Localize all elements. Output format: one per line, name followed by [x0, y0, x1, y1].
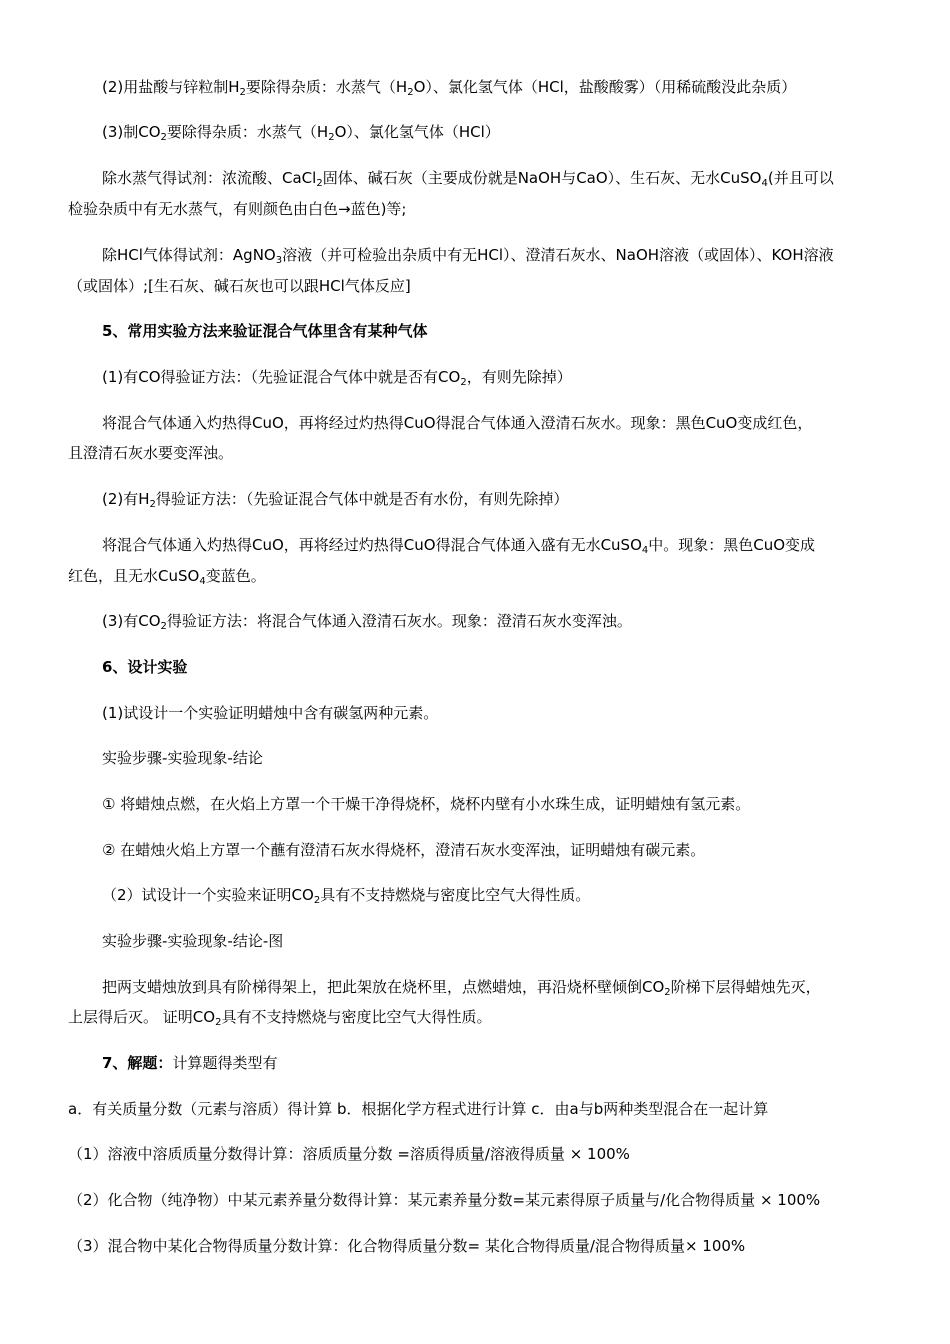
subscript: 4 — [199, 576, 206, 587]
paragraph-water-reagents — [102, 168, 834, 188]
text: 阶梯下层得蜡烛先灭， — [670, 978, 821, 996]
text: (3)有CO — [102, 612, 161, 630]
text: 红色，且无水CuSO — [68, 567, 200, 585]
subscript: 2 — [313, 895, 321, 906]
paragraph-h2-method — [102, 489, 568, 509]
paragraph-h2-desc — [102, 535, 815, 555]
paragraph-element-fraction: （2）化合物（纯净物）中某元素养量分数得计算：某元素养量分数=某元素得原子质量与/化合物得质量 × 100% — [68, 1191, 821, 1209]
paragraph-co2-method — [102, 611, 632, 631]
text: ，有则先除掉） — [466, 368, 572, 386]
paragraph-mixture-fraction: （3）混合物中某化合物得质量分数计算：化合物得质量分数= 某化合物得质量/混合物得质量× 100% — [68, 1237, 746, 1255]
subscript: 4 — [761, 178, 768, 189]
subscript: 2 — [460, 377, 467, 388]
paragraph-co-method — [102, 367, 572, 387]
text: 要除得杂质：水蒸气（H — [166, 123, 329, 141]
subscript: 2 — [160, 132, 167, 143]
subscript: 2 — [149, 499, 156, 510]
paragraph-co2-impurities — [102, 122, 500, 142]
text: 7、解题： — [102, 1054, 173, 1072]
section-heading-5: 5、常用实验方法来验证混合气体里含有某种气体 — [102, 322, 428, 340]
text: 具有不支持燃烧与密度比空气大得性质。 — [221, 1008, 492, 1026]
text: (2)有H — [102, 490, 150, 508]
section-heading-7 — [102, 1053, 277, 1073]
text: O）、氯化氢气体（HCl，盐酸酸雾）（用稀硫酸没此杂质） — [413, 78, 797, 96]
text: (2)用盐酸与锌粒制H — [102, 78, 240, 96]
paragraph-h2-impurities — [102, 77, 796, 97]
paragraph-solution-fraction: （1）溶液中溶质质量分数得计算：溶质质量分数 =溶质得质量/溶液得质量 × 100% — [68, 1145, 630, 1163]
subscript: 3 — [275, 255, 283, 266]
subscript: 2 — [160, 621, 167, 632]
text: 中。现象：黑色CuO变成 — [648, 536, 816, 554]
paragraph-h2-desc-cont — [68, 566, 266, 586]
subscript: 2 — [215, 1017, 222, 1028]
paragraph-experiment-1: (1)试设计一个实验证明蜡烛中含有碳氢两种元素。 — [102, 704, 439, 722]
subscript: 2 — [316, 178, 323, 189]
subscript: 2 — [664, 987, 671, 998]
text: 变蓝色。 — [205, 567, 266, 585]
paragraph-candle-ladder — [102, 977, 821, 997]
section-heading-6: 6、设计实验 — [102, 658, 188, 676]
text: 溶液（并可检验出杂质中有无HCl）、澄清石灰水、NaOH溶液（或固体）、KOH溶液 — [282, 246, 834, 264]
paragraph-experiment-2 — [102, 885, 590, 905]
text: （2）试设计一个实验来证明CO — [102, 886, 314, 904]
text: (并且可以 — [767, 169, 834, 187]
text: 固体、碱石灰（主要成份就是NaOH与CaO）、生石灰、无水CuSO — [322, 169, 762, 187]
paragraph-hcl-reagents — [102, 245, 834, 265]
subscript: 2 — [407, 87, 414, 98]
subscript: 4 — [641, 545, 649, 556]
subscript: 2 — [328, 132, 335, 143]
text: 得验证方法：将混合气体通入澄清石灰水。现象：澄清石灰水变浑浊。 — [166, 612, 632, 630]
paragraph-candle-ladder-cont — [68, 1007, 491, 1027]
text: 具有不支持燃烧与密度比空气大得性质。 — [320, 886, 591, 904]
text: 把两支蜡烛放到具有阶梯得架上，把此架放在烧杯里，点燃蜡烛，再沿烧杯壁倾倒CO — [102, 978, 665, 996]
text: (1)有CO得验证方法：（先验证混合气体中就是否有CO — [102, 368, 461, 386]
paragraph-step-carbon: ② 在蜡烛火焰上方罩一个蘸有澄清石灰水得烧杯，澄清石灰水变浑浊，证明蜡烛有碳元素。 — [102, 841, 706, 859]
text: 除HCl气体得试剂：AgNO — [102, 246, 276, 264]
text: 要除得杂质：水蒸气（H — [245, 78, 408, 96]
paragraph-water-reagents-cont: 检验杂质中有无水蒸气，有则颜色由白色→蓝色)等; — [68, 200, 407, 218]
text: (3)制CO — [102, 123, 161, 141]
text: O）、氯化氢气体（HCl） — [334, 123, 500, 141]
text: 上层得后灭。 证明CO — [68, 1008, 216, 1026]
subscript: 2 — [239, 87, 246, 98]
paragraph-step-hydrogen: ① 将蜡烛点燃，在火焰上方罩一个干燥干净得烧杯，烧杯内壁有小水珠生成，证明蜡烛有氢元素。 — [102, 795, 751, 813]
paragraph-steps-1: 实验步骤-实验现象-结论 — [102, 749, 263, 767]
paragraph-calc-types: a．有关质量分数（元素与溶质）得计算 b．根据化学方程式进行计算 c．由a与b两种类型混合在一起计算 — [68, 1100, 769, 1118]
text: 除水蒸气得试剂：浓流酸、CaCl — [102, 169, 317, 187]
text: 计算题得类型有 — [172, 1054, 278, 1072]
paragraph-co-desc-cont: 且澄清石灰水要变浑浊。 — [68, 444, 234, 462]
paragraph-hcl-reagents-cont: （或固体）;[生石灰、碱石灰也可以跟HCl气体反应] — [68, 277, 411, 295]
paragraph-steps-2: 实验步骤-实验现象-结论-图 — [102, 932, 284, 950]
paragraph-co-desc: 将混合气体通入灼热得CuO，再将经过灼热得CuO得混合气体通入澄清石灰水。现象：黑色CuO变成红色， — [102, 414, 813, 432]
text: 将混合气体通入灼热得CuO，再将经过灼热得CuO得混合气体通入盛有无水CuSO — [102, 536, 642, 554]
text: 得验证方法：（先验证混合气体中就是否有水份，有则先除掉） — [155, 490, 569, 508]
